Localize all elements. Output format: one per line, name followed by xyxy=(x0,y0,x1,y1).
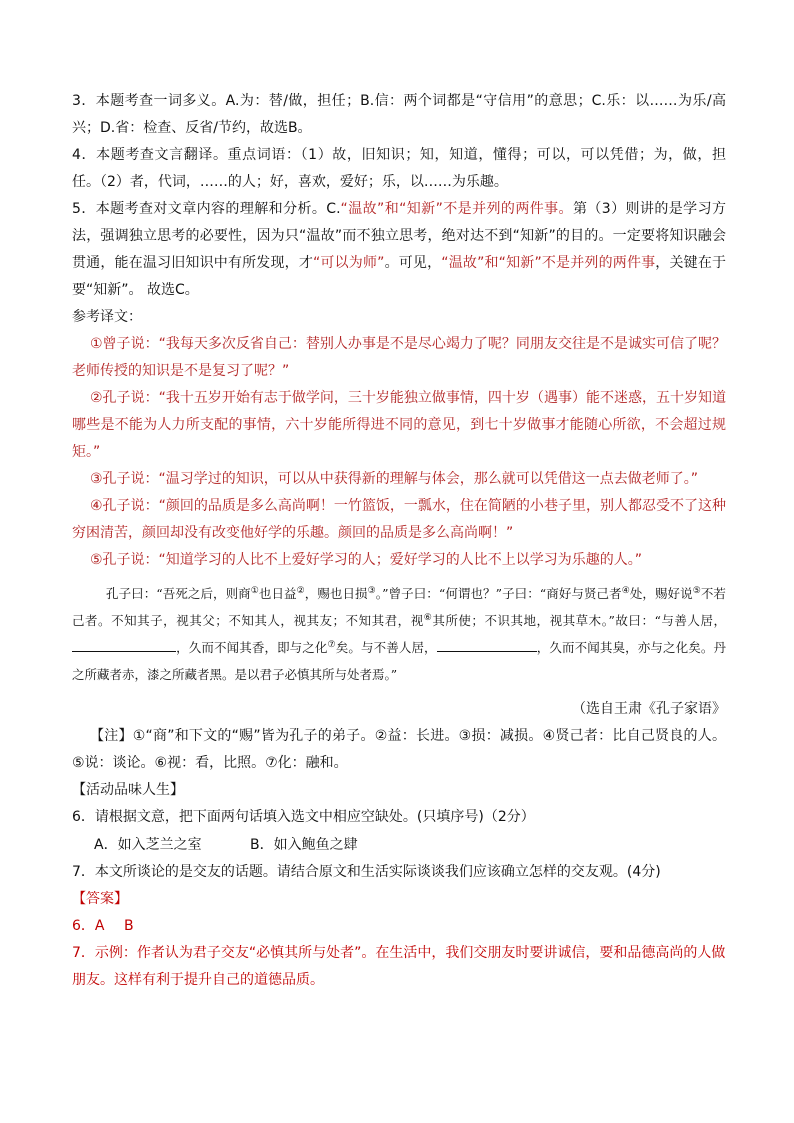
footnote-marker: ③ xyxy=(367,585,376,596)
passage-notes: 【注】①“商”和下文的“赐”皆为孔子的弟子。②益：长进。③损：减损。④贤己者：比自己贤良的人。⑤说：谈论。⑥视：看，比照。⑦化：融和。 xyxy=(72,728,726,771)
question-6: 6．请根据文意，把下面两句话填入选文中相应空缺处。(只填序号)（2分） xyxy=(72,809,535,825)
passage-seg: 也日益 xyxy=(258,586,297,601)
q5-part-g: ，关键在于要“知新”。 故选C。 xyxy=(72,255,727,298)
activity-heading: 【活动品味人生】 xyxy=(72,782,184,798)
passage-seg: ，久而不闻其香，即与之化 xyxy=(176,640,328,655)
passage-seg: ，久而不闻其臭，亦与之化矣。丹之所藏者赤，漆之所藏者黑。是以君子必慎其所与处者焉。” xyxy=(72,640,726,682)
analysis-q4: 4．本题考查文言翻译。重点词语：（1）故，旧知识；知，知道，懂得；可以，可以凭借；为，做，担任。（2）者，代词，……的人；好，喜欢，爱好；乐，以……为乐趣。 xyxy=(72,147,726,190)
option-b: B．如入鲍鱼之肆 xyxy=(250,837,358,853)
question-7: 7．本文所谈论的是交友的话题。请结合原文和生活实际谈谈我们应该确立怎样的交友观。(4分) xyxy=(72,864,661,880)
passage-seg: 其所使；不识其地，视其草木。”故曰：“与善人居， xyxy=(432,613,726,628)
answer-6-second: B xyxy=(124,918,134,934)
q5-part-b: “温故”和“知新”不是并列的两件事。 xyxy=(340,201,573,217)
ancient-passage xyxy=(72,580,726,688)
translation-heading: 参考译文： xyxy=(72,309,142,325)
footnote-marker: ⑦ xyxy=(327,639,336,650)
passage-seg: 矣。与不善人居， xyxy=(335,640,437,655)
translation-4: ④孔子说：“颜回的品质是多么高尚啊！一竹篮饭，一瓢水，住在简陋的小巷子里，别人都忍受不了这种穷困清苦，颜回却没有改变他好学的乐趣。颜回的品质是多么高尚啊！” xyxy=(72,498,726,541)
footnote-marker: ④ xyxy=(621,585,630,596)
translation-2: ②孔子说：“我十五岁开始有志于做学问，三十岁能独立做事情，四十岁（遇事）能不迷惑，五十岁知道哪些是不能为人力所支配的事情，六十岁能所得进不同的意见，到七十岁做事才能随心所欲，不会超过规矩。” xyxy=(72,390,726,460)
passage-seg: ，赐也日损 xyxy=(304,586,368,601)
q5-part-f: “温故”和“知新”不是并列的两件事 xyxy=(441,255,656,271)
footnote-marker: ① xyxy=(250,585,259,596)
q5-part-c: 第（3）则讲的是学习方法，强调独立思考的必要性，因为只“温故”而不独立思考，绝对达不到“知新”的目的。一定要将知识融会贯通，能在温习旧知识中有所发现，才 xyxy=(72,201,726,271)
question-6-options xyxy=(94,831,726,859)
q5-part-a: 5．本题考查对文章内容的理解和分析。C. xyxy=(72,201,341,217)
document-page xyxy=(72,88,726,994)
analysis-q5 xyxy=(72,196,726,304)
translation-3: ③孔子说：“温习学过的知识，可以从中获得新的理解与体会，那么就可以凭借这一点去做老师了。” xyxy=(90,471,699,487)
passage-seg: 。”曾子曰：“何谓也？”子曰：“商好与贤己者 xyxy=(375,586,622,601)
answer-6 xyxy=(72,913,726,940)
passage-seg: 不若己者。不知其子，视其父；不知其人，视其友；不知其君，视 xyxy=(72,586,726,628)
translation-1: ①曾子说：“我每天多次反省自己：替别人办事是不是尽心竭力了呢？同朋友交往是不是诚实可信了呢？老师传授的知识是不是复习了呢？” xyxy=(72,336,726,379)
passage-seg: 处，赐好说 xyxy=(629,586,693,601)
q5-part-e: 。可见， xyxy=(384,255,442,271)
answer-6-first: 6．A xyxy=(72,918,105,934)
passage-seg: 孔子曰：“吾死之后，则商 xyxy=(106,586,251,601)
footnote-marker: ② xyxy=(296,585,305,596)
translation-5: ⑤孔子说：“知道学习的人比不上爱好学习的人；爱好学习的人比不上以学习为乐趣的人。” xyxy=(90,552,643,568)
footnote-marker: ⑤ xyxy=(692,585,701,596)
passage-source: （选自王肃《孔子家语》 xyxy=(572,701,726,717)
fill-blank-1[interactable] xyxy=(72,637,176,652)
footnote-marker: ⑥ xyxy=(423,612,433,623)
analysis-q3: 3．本题考查一词多义。A.为：替/做，担任；B.信：两个词都是“守信用”的意思；C.乐：以……为乐/高兴；D.省：检查、反省/节约，故选B。 xyxy=(72,93,726,136)
option-a: A．如入芝兰之室 xyxy=(94,837,202,853)
answer-7: 7．示例：作者认为君子交友“必慎其所与处者”。在生活中，我们交朋友时要讲诚信，要和品德高尚的人做朋友。这样有利于提升自己的道德品质。 xyxy=(72,945,726,988)
answer-heading: 【答案】 xyxy=(72,891,128,907)
fill-blank-2[interactable] xyxy=(437,637,537,652)
q5-part-d: “可以为师” xyxy=(313,255,385,271)
